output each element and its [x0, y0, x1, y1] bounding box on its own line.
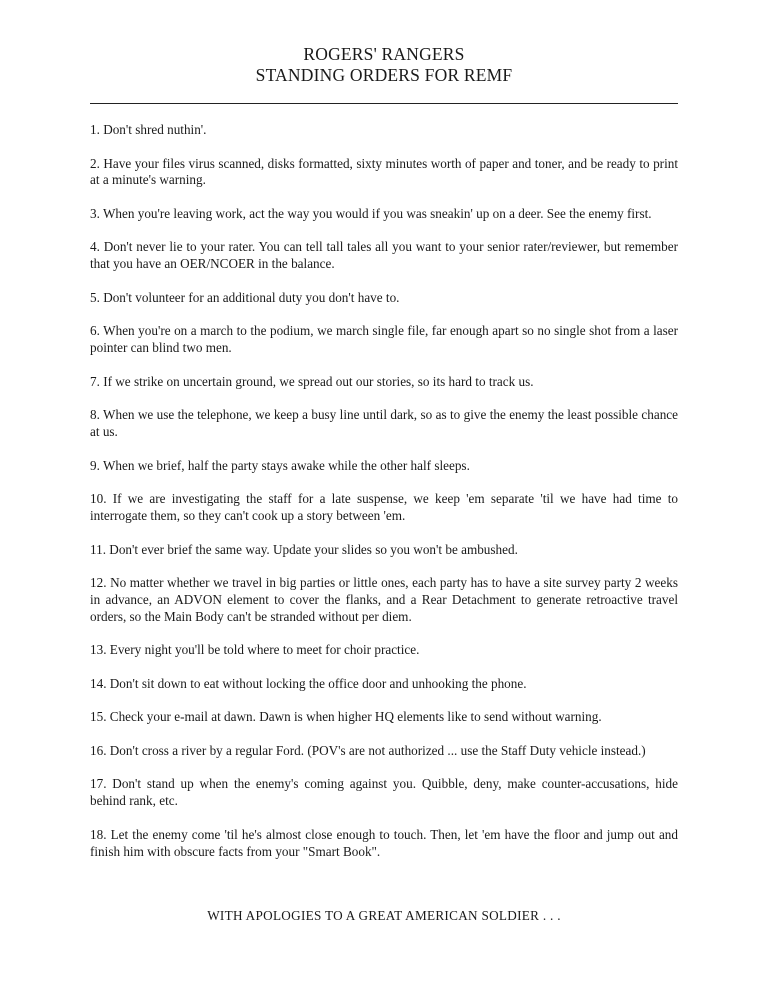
order-item-14: 14. Don't sit down to eat without locking the office door and unhooking the phone. [90, 675, 527, 691]
order-item-13: 13. Every night you'll be told where to meet for choir practice. [90, 642, 420, 658]
order-item-18: 18. Let the enemy come 'til he's almost close enough to touch. Then, let 'em have the floor and jump out and finish him with obscure facts from your "Smart Book". [90, 826, 678, 859]
standing-orders-list [90, 122, 678, 861]
title-line-1: ROGERS' RANGERS [303, 44, 465, 64]
order-item-1: 1. Don't shred nuthin'. [90, 122, 207, 137]
order-item-12: 12. No matter whether we travel in big parties or little ones, each party has to have a site survey party 2 weeks in advance, an ADVON element to cover the flanks, and a Rear Detachment to generate retroactive travel orders, so the Main Body can't be stranded without per diem. [90, 575, 678, 624]
order-item-11: 11. Don't ever brief the same way. Update your slides so you won't be ambushed. [90, 541, 518, 557]
order-item-7: 7. If we strike on uncertain ground, we spread out our stories, so its hard to track us. [90, 373, 534, 389]
order-item-17: 17. Don't stand up when the enemy's coming against you. Quibble, deny, make counter-accusations, hide behind rank, etc. [90, 776, 678, 809]
order-item-10: 10. If we are investigating the staff for a late suspense, we keep 'em separate 'til we have had time to interrogate them, so they can't cook up a story between 'em. [90, 491, 678, 524]
order-item-2: 2. Have your files virus scanned, disks formatted, sixty minutes worth of paper and toner, and be ready to print at a minute's warning. [90, 155, 678, 188]
order-item-6: 6. When you're on a march to the podium, we march single file, far enough apart so no single shot from a laser pointer can blind two men. [90, 323, 678, 356]
order-item-4: 4. Don't never lie to your rater. You can tell tall tales all you want to your senior rater/reviewer, but remember that you have an OER/NCOER in the balance. [90, 239, 678, 272]
title-line-2: STANDING ORDERS FOR REMF [255, 65, 513, 85]
title-divider [90, 103, 678, 104]
order-item-3: 3. When you're leaving work, act the way you would if you was sneakin' up on a deer. See the enemy first. [90, 205, 652, 221]
order-item-16: 16. Don't cross a river by a regular Ford. (POV's are not authorized ... use the Staff Duty vehicle instead.) [90, 742, 646, 758]
closing-dedication: WITH APOLOGIES TO A GREAT AMERICAN SOLDIER . . . [207, 908, 561, 923]
document-title [0, 44, 768, 86]
order-item-9: 9. When we brief, half the party stays awake while the other half sleeps. [90, 457, 470, 473]
order-item-8: 8. When we use the telephone, we keep a busy line until dark, so as to give the enemy the least possible chance at us. [90, 407, 678, 440]
order-item-5: 5. Don't volunteer for an additional duty you don't have to. [90, 289, 400, 305]
order-item-15: 15. Check your e-mail at dawn. Dawn is when higher HQ elements like to send without warning. [90, 709, 602, 725]
